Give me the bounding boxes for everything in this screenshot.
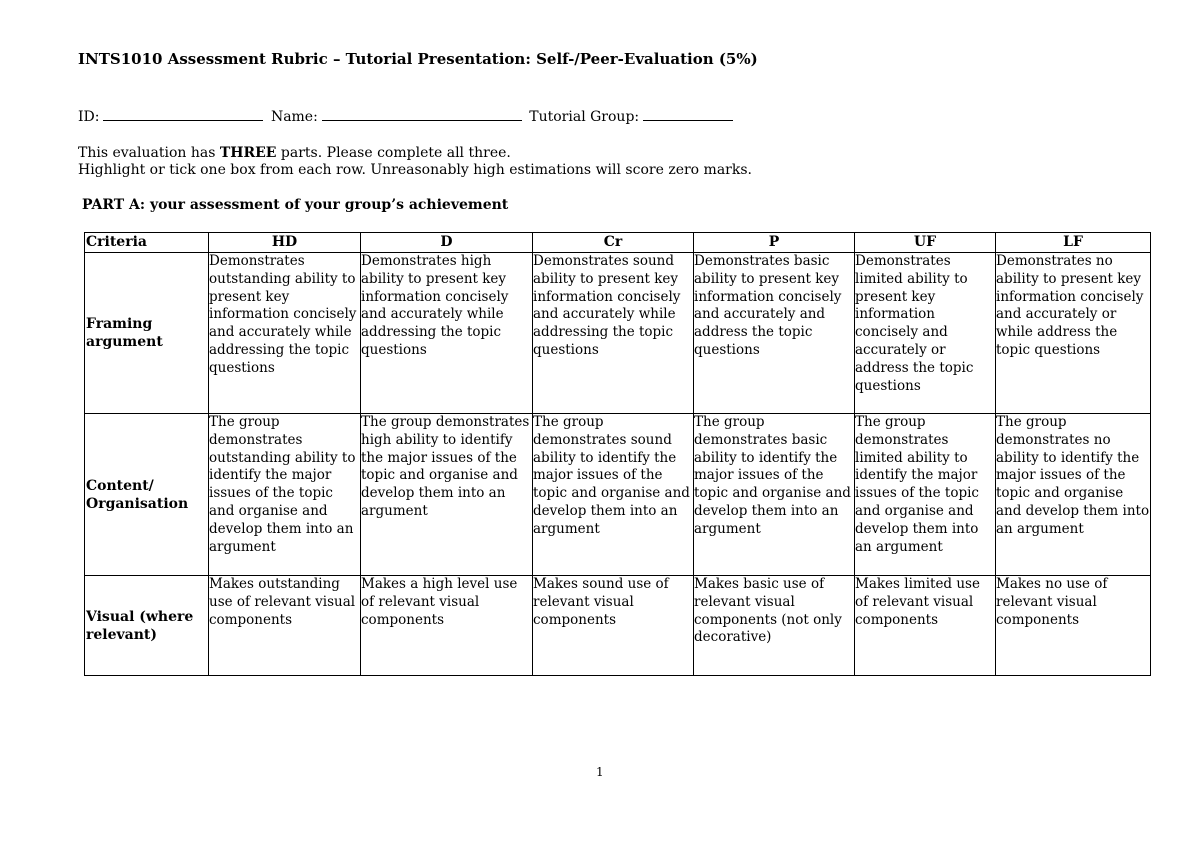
header-p: P bbox=[694, 233, 855, 253]
rubric-cell-framing-uf[interactable]: Demonstrates limited ability to present key information concisely and accurately or address the topic questions bbox=[855, 253, 996, 414]
tutorial-group-blank-field[interactable] bbox=[643, 108, 733, 121]
id-label: ID: bbox=[78, 109, 100, 125]
header-uf: UF bbox=[855, 233, 996, 253]
part-a-heading: PART A: your assessment of your group’s achievement bbox=[82, 197, 509, 213]
rubric-cell-visual-lf[interactable]: Makes no use of relevant visual components bbox=[996, 576, 1151, 676]
rubric-cell-visual-cr[interactable]: Makes sound use of relevant visual components bbox=[533, 576, 694, 676]
rubric-cell-content-hd[interactable]: The group demonstrates outstanding ability to identify the major issues of the topic and organise and develop them into an argument bbox=[209, 414, 361, 576]
rubric-cell-visual-hd[interactable]: Makes outstanding use of relevant visual components bbox=[209, 576, 361, 676]
criterion-visual: Visual (where relevant) bbox=[85, 576, 209, 676]
rubric-cell-content-lf[interactable]: The group demonstrates no ability to identify the major issues of the topic and organise and develop them into an argument bbox=[996, 414, 1151, 576]
name-label: Name: bbox=[270, 109, 318, 125]
rubric-row-framing-argument bbox=[85, 253, 1151, 414]
rubric-cell-visual-p[interactable]: Makes basic use of relevant visual components (not only decorative) bbox=[694, 576, 855, 676]
document-title: INTS1010 Assessment Rubric – Tutorial Presentation: Self-/Peer-Evaluation (5%) bbox=[78, 50, 758, 68]
rubric-cell-visual-uf[interactable]: Makes limited use of relevant visual components bbox=[855, 576, 996, 676]
rubric-cell-framing-cr[interactable]: Demonstrates sound ability to present key information concisely and accurately while addressing the topic questions bbox=[533, 253, 694, 414]
page-number: 1 bbox=[596, 765, 604, 779]
header-hd: HD bbox=[209, 233, 361, 253]
id-blank-field[interactable] bbox=[103, 108, 263, 121]
rubric-cell-content-uf[interactable]: The group demonstrates limited ability to identify the major issues of the topic and organise and develop them into an argument bbox=[855, 414, 996, 576]
criterion-content-organisation: Content/ Organisation bbox=[85, 414, 209, 576]
header-d: D bbox=[361, 233, 533, 253]
header-lf: LF bbox=[996, 233, 1151, 253]
rubric-cell-content-p[interactable]: The group demonstrates basic ability to identify the major issues of the topic and organise and develop them into an argument bbox=[694, 414, 855, 576]
three-emphasis: THREE bbox=[219, 145, 277, 161]
rubric-header-row bbox=[85, 233, 1151, 253]
identification-line bbox=[78, 108, 736, 125]
header-criteria: Criteria bbox=[85, 233, 209, 253]
tutorial-group-label: Tutorial Group: bbox=[529, 109, 640, 125]
rubric-cell-framing-lf[interactable]: Demonstrates no ability to present key information concisely and accurately or while address the topic questions bbox=[996, 253, 1151, 414]
instructions-line-2: Highlight or tick one box from each row. Unreasonably high estimations will score zero marks. bbox=[78, 162, 752, 178]
rubric-cell-framing-hd[interactable]: Demonstrates outstanding ability to present key information concisely and accurately while addressing the topic questions bbox=[209, 253, 361, 414]
rubric-cell-framing-p[interactable]: Demonstrates basic ability to present key information concisely and accurately and address the topic questions bbox=[694, 253, 855, 414]
instructions bbox=[78, 145, 752, 179]
rubric-cell-visual-d[interactable]: Makes a high level use of relevant visual components bbox=[361, 576, 533, 676]
instructions-line-1: This evaluation has THREE parts. Please complete all three. bbox=[78, 145, 511, 161]
rubric-table bbox=[84, 232, 1151, 676]
rubric-cell-content-cr[interactable]: The group demonstrates sound ability to identify the major issues of the topic and organise and develop them into an argument bbox=[533, 414, 694, 576]
rubric-cell-content-d[interactable]: The group demonstrates high ability to identify the major issues of the topic and organise and develop them into an argument bbox=[361, 414, 533, 576]
rubric-row-visual bbox=[85, 576, 1151, 676]
name-blank-field[interactable] bbox=[322, 108, 522, 121]
rubric-row-content-organisation bbox=[85, 414, 1151, 576]
rubric-cell-framing-d[interactable]: Demonstrates high ability to present key information concisely and accurately while addressing the topic questions bbox=[361, 253, 533, 414]
header-cr: Cr bbox=[533, 233, 694, 253]
criterion-framing-argument: Framing argument bbox=[85, 253, 209, 414]
